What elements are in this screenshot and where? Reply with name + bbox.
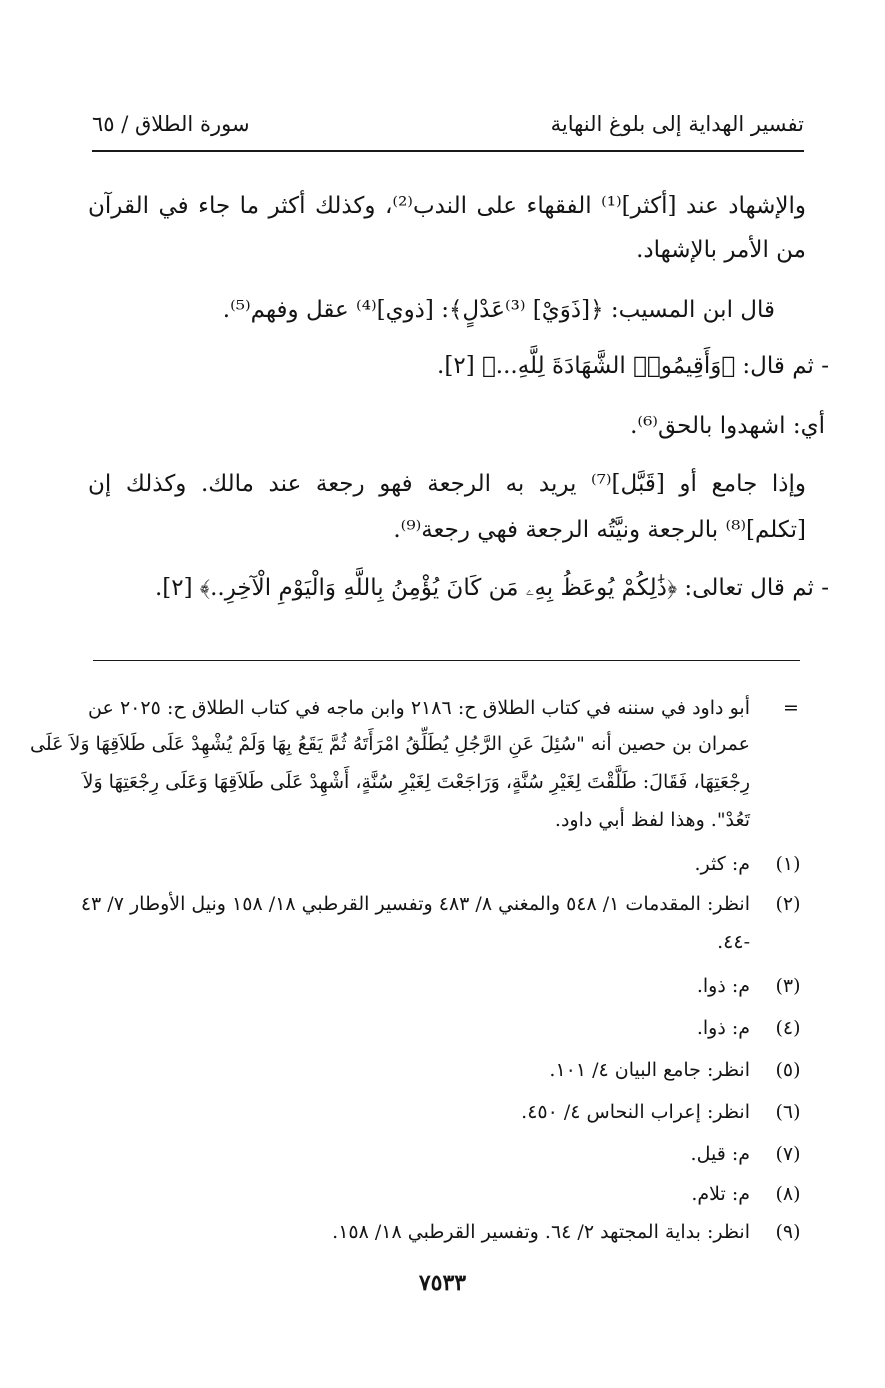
footnote-continuation — [88, 690, 806, 726]
footnote — [88, 1052, 806, 1088]
footnote — [88, 1010, 806, 1046]
footnote-text: -٤٤. — [717, 931, 750, 953]
body-line: - ثم قال: ﴿وَأَقِيمُوا۟ الشَّهَادَةَ لِلَّهِ...﴾ [٢]. — [437, 353, 829, 379]
header-divider — [92, 150, 804, 152]
footnote-number: (١) — [775, 853, 801, 875]
body-line: والإشهاد عند [أكثر]⁽¹⁾ الفقهاء على الندب⁽²⁾، وكذلك أكثر ما جاء في القرآن — [88, 193, 806, 219]
footnote-text: م: قيل. — [690, 1143, 750, 1165]
footnote-continuation — [30, 726, 806, 762]
footnote-text: تَعُدْ". وهذا لفظ أبي داود. — [554, 809, 750, 831]
body-line: من الأمر بالإشهاد. — [636, 237, 806, 263]
body-line: [تكلم]⁽⁸⁾ بالرجعة ونيَّتُه الرجعة فهي رجعة⁽⁹⁾. — [393, 517, 806, 543]
footnote-number: (٩) — [775, 1221, 801, 1243]
footnote — [88, 846, 806, 882]
footnote-number: (٤) — [775, 1017, 801, 1039]
footnote-text: م: ذوا. — [696, 1017, 750, 1039]
footnote-continuation — [88, 924, 806, 960]
footnote-text: م: ذوا. — [696, 975, 750, 997]
footnote-text: انظر: المقدمات ١/ ٥٤٨ والمغني ٨/ ٤٨٣ وتفسير القرطبي ١٨/ ١٥٨ ونيل الأوطار ٧/ ٤٣ — [80, 893, 750, 915]
footnote-number: (٨) — [775, 1183, 801, 1205]
footnote-number: (٥) — [775, 1059, 801, 1081]
page-number: ٧٥٣٣ — [418, 1270, 467, 1296]
footnote-continuation — [82, 764, 806, 800]
footnote-text: رِجْعَتِهَا، فَقَالَ: طَلَّقْتَ لِغَيْرِ سُنَّةٍ، وَرَاجَعْتَ لِغَيْرِ سُنَّةٍ، أَشْهِدْ عَلَى طَلاَقِهَا وَعَلَى رِجْعَتِهَا وَلاَ — [82, 771, 750, 793]
body-line: وإذا جامع أو [قَبَّل]⁽⁷⁾ يريد به الرجعة فهو رجعة عند مالك. وكذلك إن — [88, 471, 806, 497]
body-line: أي: اشهدوا بالحق⁽⁶⁾. — [630, 413, 825, 439]
footnote-text: انظر: إعراب النحاس ٤/ ٤٥٠. — [521, 1101, 750, 1123]
footnote-text: م: كثر. — [694, 853, 750, 875]
footnote-number: (٦) — [775, 1101, 801, 1123]
body-line: - ثم قال تعالى: ﴿ذَٰلِكُمْ يُوعَظُ بِهِۦ مَن كَانَ يُؤْمِنُ بِاللَّهِ وَالْيَوْمِ الْآخِرِ..﴾ [٢]. — [154, 575, 829, 601]
footnote-text: عمران بن حصين أنه "سُئِلَ عَنِ الرَّجُلِ يُطَلِّقُ امْرَأَتَهُ ثُمَّ يَقَعُ بِهَا وَلَمْ يُشْهِدْ عَلَى طَلاَقِهَا وَلاَ عَلَى — [30, 733, 750, 755]
footnote — [88, 1176, 806, 1212]
footnote-number: (٧) — [775, 1143, 801, 1165]
book-title: تفسير الهداية إلى بلوغ النهاية — [550, 112, 804, 136]
footnote — [88, 968, 806, 1004]
footnote-text: انظر: جامع البيان ٤/ ١٠١. — [549, 1059, 750, 1081]
running-header — [92, 108, 804, 148]
surah-page-label: سورة الطلاق / ٦٥ — [92, 112, 250, 136]
body-line: قال ابن المسيب: ﴿[ذَوَيْ] ⁽³⁾عَدْلٍ﴾: [ذوي]⁽⁴⁾ عقل وفهم⁽⁵⁾. — [222, 297, 775, 323]
footnote — [88, 1094, 806, 1130]
footnote — [80, 886, 806, 922]
footnote-text: أبو داود في سننه في كتاب الطلاق ح: ٢١٨٦ وابن ماجه في كتاب الطلاق ح: ٢٠٢٥ عن — [88, 697, 750, 719]
footnote-continuation — [88, 802, 806, 838]
footnote-divider — [93, 660, 800, 661]
footnote-number: (٣) — [775, 975, 801, 997]
continuation-mark: = — [783, 697, 799, 719]
footnote — [88, 1136, 806, 1172]
footnote — [88, 1214, 806, 1250]
footnote-number: (٢) — [775, 893, 801, 915]
footnote-text: م: تلام. — [691, 1183, 750, 1205]
footnote-text: انظر: بداية المجتهد ٢/ ٦٤. وتفسير القرطبي ١٨/ ١٥٨. — [332, 1221, 750, 1243]
